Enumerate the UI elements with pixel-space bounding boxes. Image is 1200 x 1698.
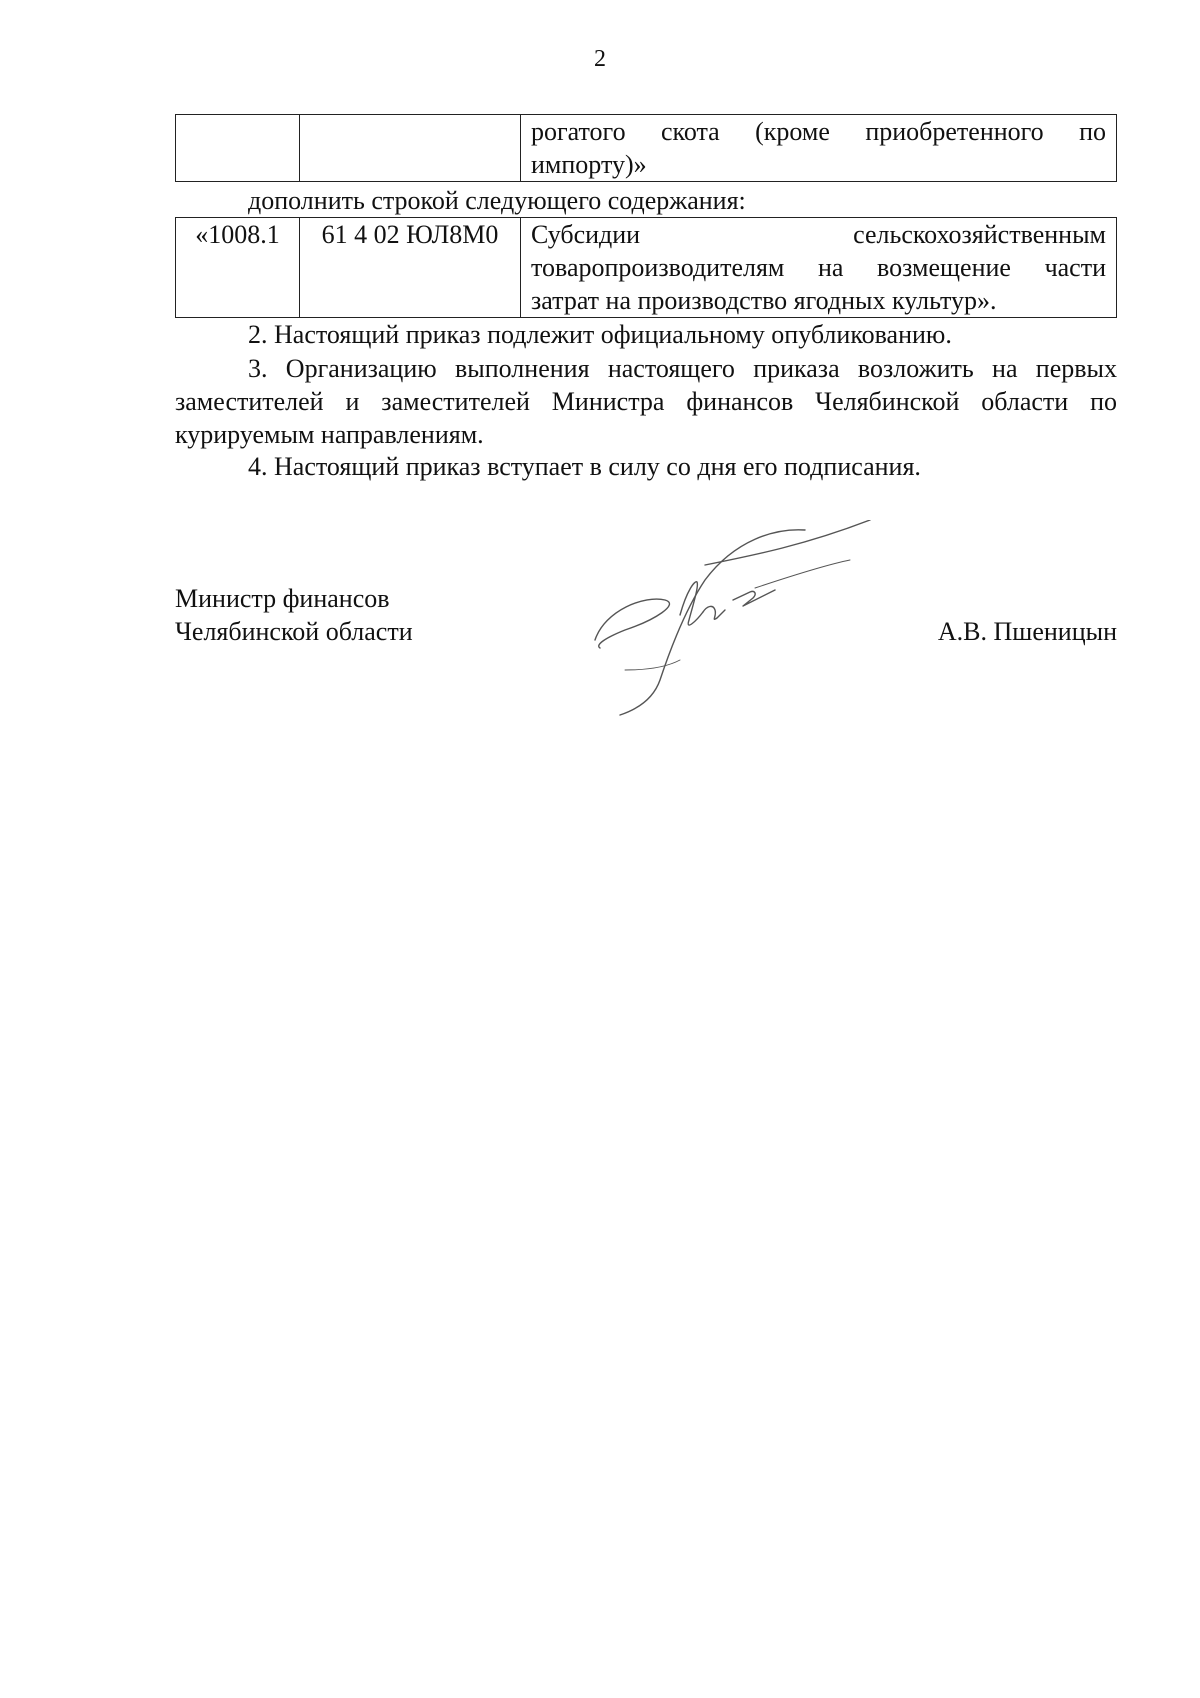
signatory-title (175, 582, 413, 648)
signatory-name: А.В. Пшеницын (937, 617, 1117, 646)
signatory-title-line: Министр финансов (175, 584, 390, 613)
description-line: товаропроизводителям на возмещение части (531, 253, 1106, 282)
table-row (176, 218, 1117, 318)
previous-table-row (175, 114, 1117, 182)
table-cell-description (521, 218, 1117, 318)
description-line: затрат на производство ягодных культур». (531, 286, 997, 315)
table-cell-classifier (300, 115, 521, 182)
paragraph-2: 2. Настоящий приказ подлежит официальному опубликованию. (248, 320, 952, 349)
table-row (176, 115, 1117, 182)
new-table-row (175, 217, 1117, 318)
description-line: рогатого скота (кроме приобретенного по (531, 117, 1106, 146)
handwritten-signature (585, 520, 885, 720)
description-line: Субсидии сельскохозяйственным (531, 220, 1106, 249)
description-line: импорту)» (531, 150, 647, 179)
intro-text: дополнить строкой следующего содержания: (248, 186, 746, 215)
signatory-title-line: Челябинской области (175, 617, 413, 646)
table-cell-code (176, 115, 300, 182)
table-cell-code: «1008.1 (176, 218, 300, 318)
paragraph-3: 3. Организацию выполнения настоящего приказа возложить на первых заместителей и заместителей Министра финансов Челябинской области по курируемым направлениям. (175, 354, 1117, 449)
paragraph-4: 4. Настоящий приказ вступает в силу со дня его подписания. (248, 452, 921, 481)
table-cell-classifier: 61 4 02 ЮЛ8М0 (300, 218, 521, 318)
table-cell-description (521, 115, 1117, 182)
page-number: 2 (594, 46, 606, 72)
